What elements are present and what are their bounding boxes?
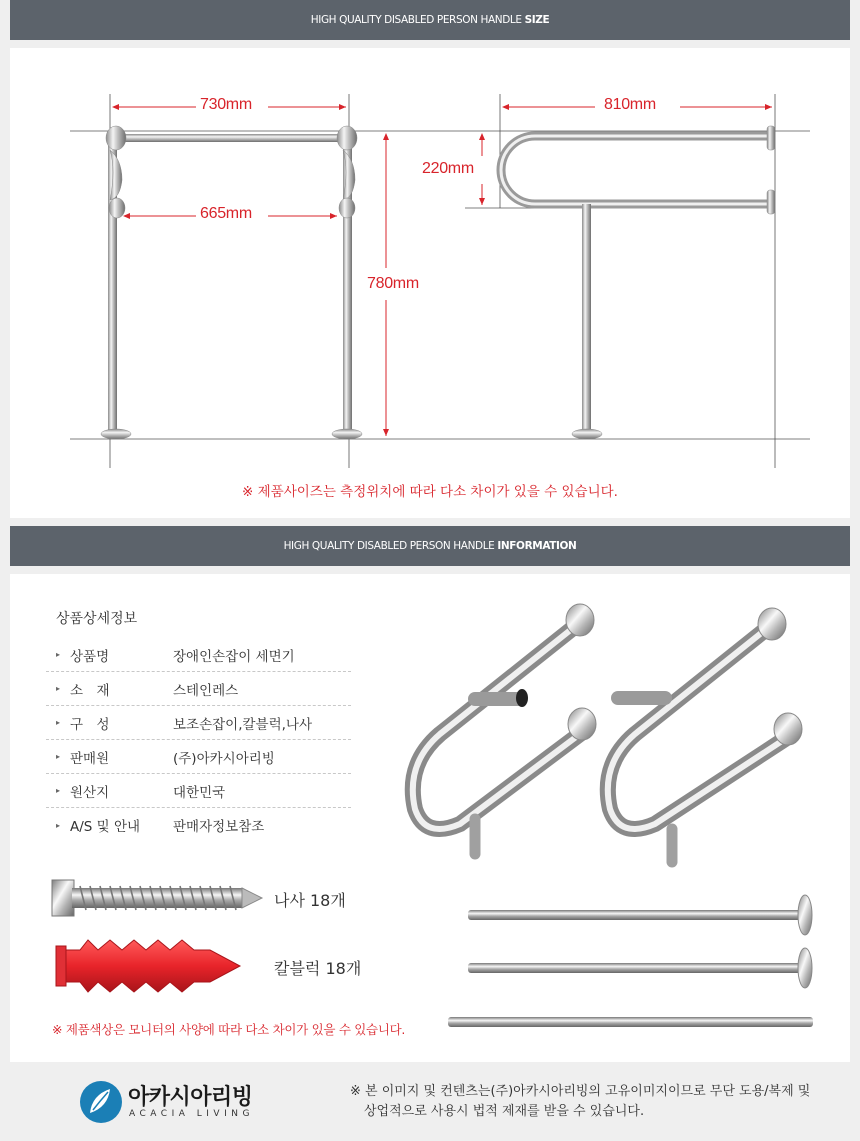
spec-row bbox=[46, 808, 351, 842]
dimension-730: 730mm bbox=[200, 96, 252, 113]
dimension-665: 665mm bbox=[200, 205, 252, 222]
copyright-notice bbox=[350, 1082, 830, 1122]
spec-row bbox=[46, 740, 351, 774]
size-note: ※ 제품사이즈는 측정위치에 따라 다소 차이가 있을 수 있습니다. bbox=[242, 484, 618, 500]
handle-illustration-left bbox=[413, 604, 596, 854]
dimension-220: 220mm bbox=[422, 160, 474, 177]
spec-row bbox=[46, 774, 351, 808]
side-view-handle bbox=[501, 126, 775, 439]
size-banner bbox=[10, 0, 850, 40]
spec-key: 구 성 bbox=[70, 716, 110, 733]
logo-korean: 아카시아리빙 bbox=[128, 1085, 253, 1110]
front-view-handle bbox=[101, 126, 362, 439]
spec-value: (주)아카시아리빙 bbox=[173, 750, 275, 767]
bullet-arrow-icon: ▸ bbox=[56, 650, 61, 659]
spec-table bbox=[46, 638, 351, 842]
spec-key: 원산지 bbox=[70, 784, 110, 801]
size-banner-bold: SIZE bbox=[524, 14, 550, 26]
size-banner-prefix: HIGH QUALITY DISABLED PERSON HANDLE bbox=[310, 14, 522, 26]
spec-row bbox=[46, 672, 351, 706]
spec-value: 대한민국 bbox=[173, 784, 226, 801]
dimension-780: 780mm bbox=[367, 275, 419, 292]
info-banner-bold: INFORMATION bbox=[497, 540, 577, 552]
dimension-810: 810mm bbox=[604, 96, 656, 113]
wall-anchor-label: 칼블럭 18개 bbox=[274, 959, 362, 978]
color-note: ※ 제품색상은 모니터의 사양에 따라 다소 차이가 있을 수 있습니다. bbox=[52, 1022, 406, 1037]
info-banner-prefix: HIGH QUALITY DISABLED PERSON HANDLE bbox=[283, 540, 495, 552]
spec-value: 판매자정보참조 bbox=[173, 819, 265, 835]
screw-icon bbox=[52, 880, 262, 916]
bullet-arrow-icon: ▸ bbox=[56, 752, 61, 761]
spec-key: 판매원 bbox=[70, 750, 110, 767]
size-diagram bbox=[10, 48, 850, 518]
dimension-arrows bbox=[113, 107, 772, 436]
info-banner bbox=[10, 526, 850, 566]
acacia-leaf-logo-icon bbox=[78, 1079, 124, 1125]
spec-key: 소 재 bbox=[70, 682, 110, 699]
bar-illustrations bbox=[448, 895, 813, 1027]
wall-anchor-icon bbox=[56, 940, 240, 992]
bullet-arrow-icon: ▸ bbox=[56, 684, 61, 693]
footer bbox=[0, 1062, 860, 1141]
bullet-arrow-icon: ▸ bbox=[56, 820, 61, 830]
size-diagram-panel bbox=[10, 48, 850, 518]
guide-lines bbox=[70, 94, 810, 468]
spec-value: 보조손잡이,칼블럭,나사 bbox=[173, 716, 312, 733]
copyright-line-1: ※ 본 이미지 및 컨텐츠는(주)아카시아리빙의 고유이미지이므로 무단 도용/복제 및 bbox=[350, 1084, 811, 1099]
handle-illustration-right bbox=[608, 608, 802, 862]
info-panel bbox=[10, 574, 850, 1062]
copyright-line-2: 상업적으로 사용시 법적 제재를 받을 수 있습니다. bbox=[364, 1104, 645, 1119]
spec-value: 장애인손잡이 세면기 bbox=[173, 648, 295, 665]
bullet-arrow-icon: ▸ bbox=[56, 786, 61, 795]
info-title: 상품상세정보 bbox=[56, 611, 138, 627]
spec-key: 상품명 bbox=[70, 648, 110, 665]
spec-row bbox=[46, 638, 351, 672]
spec-value: 스테인레스 bbox=[173, 682, 239, 699]
logo-english: ACACIA LIVING bbox=[129, 1109, 254, 1119]
bullet-arrow-icon: ▸ bbox=[56, 718, 61, 727]
screw-label: 나사 18개 bbox=[274, 891, 346, 910]
spec-row bbox=[46, 706, 351, 740]
spec-key: A/S 및 안내 bbox=[70, 819, 141, 835]
